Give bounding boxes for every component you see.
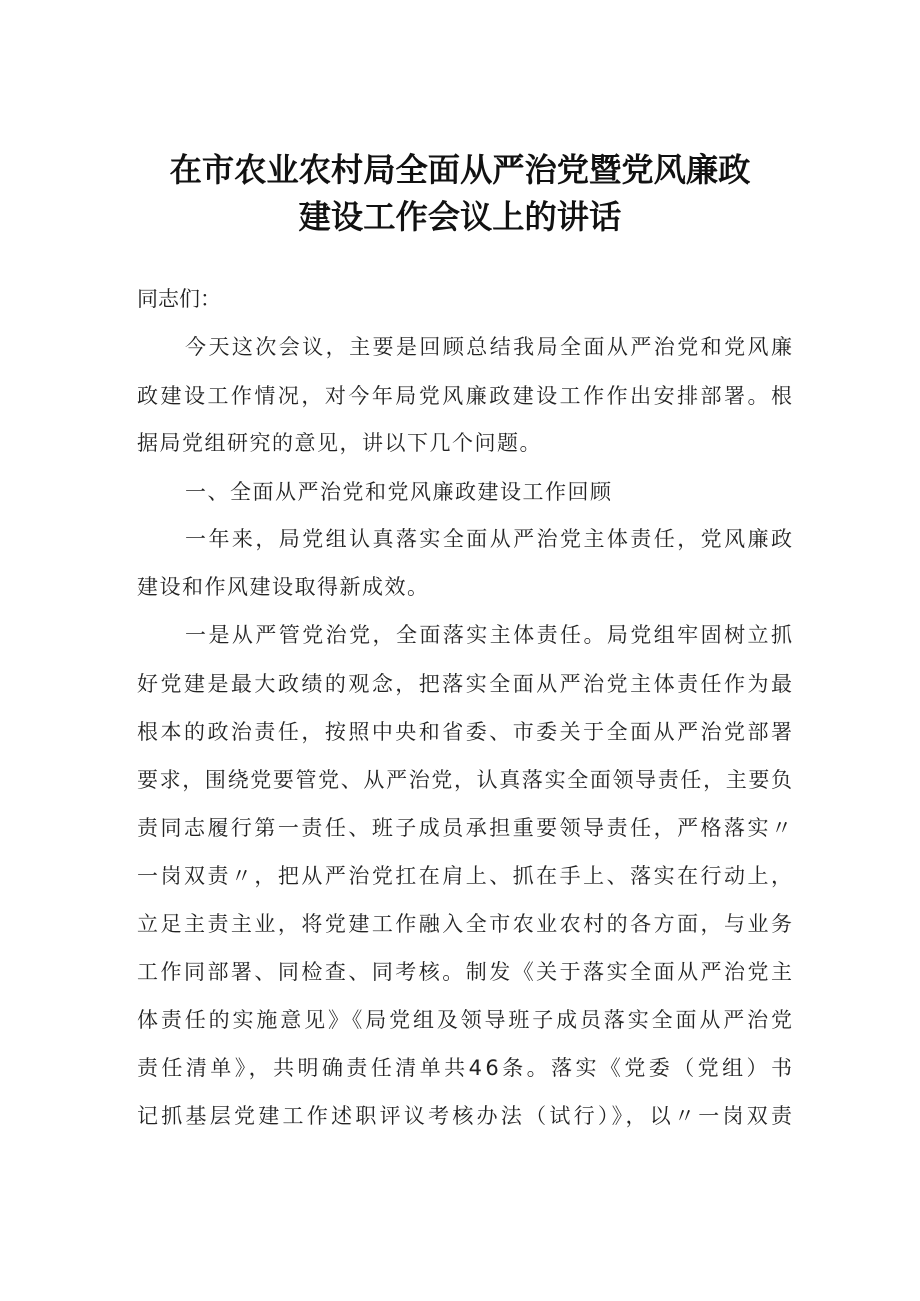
body-line: 立足主责主业，将党建工作融入全市农业农村的各方面，与业务 (137, 912, 795, 936)
document-title-line-2: 建设工作会议上的讲话 (298, 198, 622, 236)
section-heading: 一、全面从严治党和党风廉政建设工作回顾 (185, 480, 613, 504)
body-line: 根本的政治责任，按照中央和省委、市委关于全面从严治党部署 (137, 720, 795, 744)
body-line: 责任清单》，共明确责任清单共46条。落实《党委（党组）书 (137, 1056, 796, 1080)
body-line: 据局党组研究的意见，讲以下几个问题。 (137, 431, 542, 455)
body-line: 一岗双责〃，把从严治党扛在肩上、抓在手上、落实在行动上， (137, 864, 795, 888)
document-title-line-1: 在市农业农村局全面从严治党暨党风廉政 (169, 151, 751, 189)
body-line: 建设和作风建设取得新成效。 (137, 575, 430, 599)
body-line: 政建设工作情况，对今年局党风廉政建设工作作出安排部署。根 (137, 384, 795, 408)
body-line: 体责任的实施意见》《局党组及领导班子成员落实全面从严治党 (137, 1008, 795, 1032)
body-line: 一是从严管党治党，全面落实主体责任。局党组牢固树立抓 (185, 623, 795, 647)
salutation: 同志们： (137, 287, 221, 311)
body-line: 一年来，局党组认真落实全面从严治党主体责任，党风廉政 (185, 527, 795, 551)
body-line: 今天这次会议，主要是回顾总结我局全面从严治党和党风廉 (185, 335, 795, 359)
body-line: 记抓基层党建工作述职评议考核办法（试行）》，以〃一岗双责 (137, 1104, 796, 1128)
body-line: 要求，围绕党要管党、从严治党，认真落实全面领导责任，主要负 (137, 768, 794, 792)
body-line: 责同志履行第一责任、班子成员承担重要领导责任，严格落实〃 (137, 816, 795, 840)
body-line: 工作同部署、同检查、同考核。制发《关于落实全面从严治党主 (137, 960, 795, 984)
body-line: 好党建是最大政绩的观念，把落实全面从严治党主体责任作为最 (137, 672, 795, 696)
